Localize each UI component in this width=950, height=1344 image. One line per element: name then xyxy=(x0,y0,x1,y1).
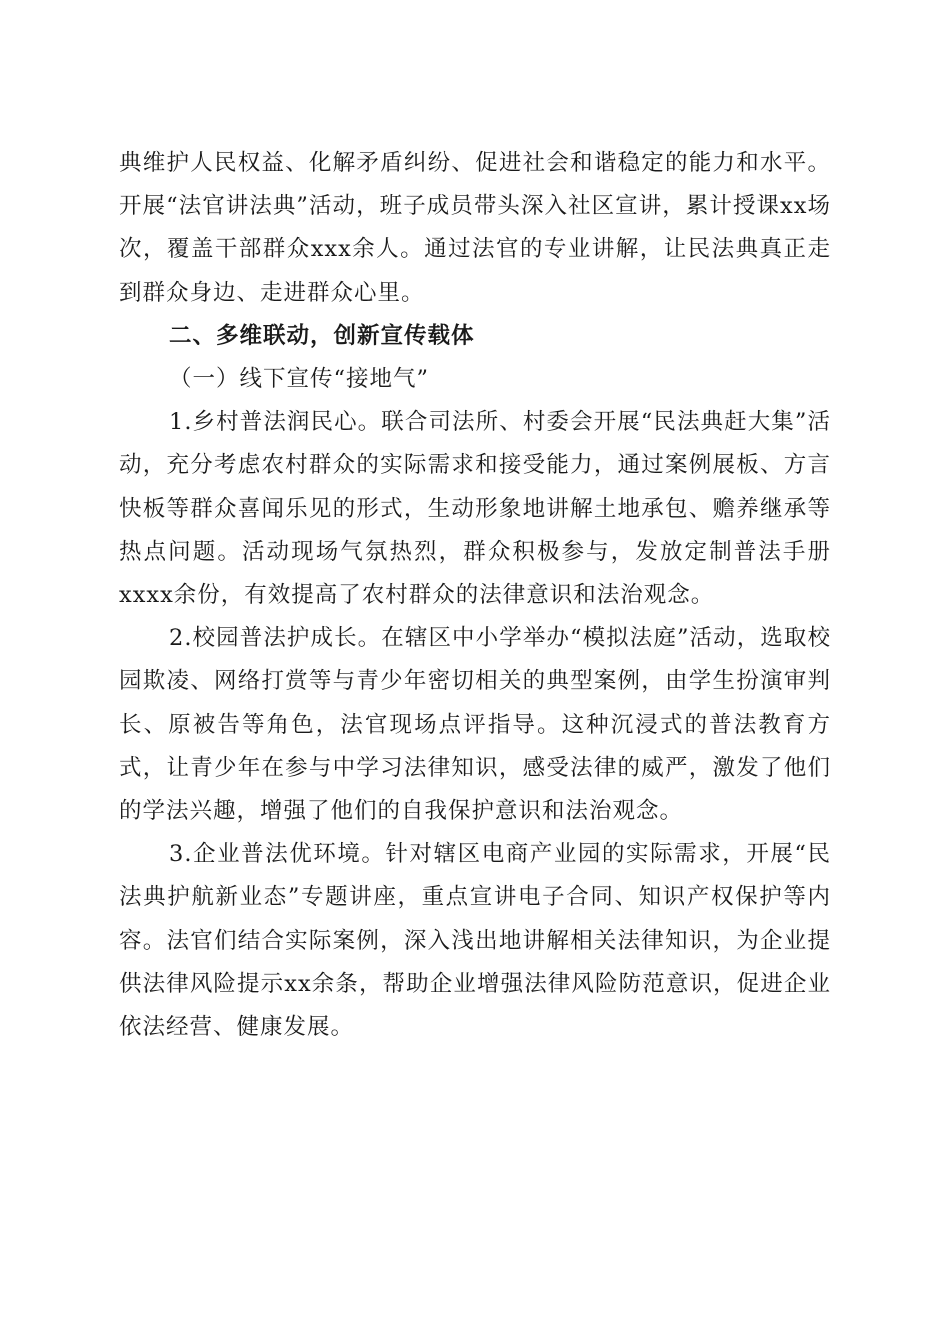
paragraph-continued: 典维护人民权益、化解矛盾纠纷、促进社会和谐稳定的能力和水平。开展“法官讲法典”活动，班子成员带头深入社区宣讲，累计授课xx场次，覆盖干部群众xxx余人。通过法官的专业讲解，让民法典真正走到群众身边、走进群众心里。 xyxy=(119,150,831,306)
subsection-heading: （一）线下宣传“接地气” xyxy=(169,366,430,393)
paragraph-rural-law: 1.乡村普法润民心。联合司法所、村委会开展“民法典赶大集”活动，充分考虑农村群众的实际需求和接受能力，通过案例展板、方言快板等群众喜闻乐见的形式，生动形象地讲解土地承包、赡养继承等热点问题。活动现场气氛热烈，群众积极参与，发放定制普法手册xxxx余份，有效提高了农村群众的法律意识和法治观念。 xyxy=(119,409,831,609)
section-heading: 二、多维联动，创新宣传载体 xyxy=(169,322,475,349)
paragraph-enterprise-law: 3.企业普法优环境。针对辖区电商产业园的实际需求，开展“民法典护航新业态”专题讲座，重点宣讲电子合同、知识产权保护等内容。法官们结合实际案例，深入浅出地讲解相关法律知识，为企业提供法律风险提示xx余条，帮助企业增强法律风险防范意识，促进企业依法经营、健康发展。 xyxy=(119,841,831,1041)
paragraph-campus-law: 2.校园普法护成长。在辖区中小学举办“模拟法庭”活动，选取校园欺凌、网络打赏等与青少年密切相关的典型案例，由学生扮演审判长、原被告等角色，法官现场点评指导。这种沉浸式的普法教育方式，让青少年在参与中学习法律知识，感受法律的威严，激发了他们的学法兴趣，增强了他们的自我保护意识和法治观念。 xyxy=(119,625,831,825)
document-body xyxy=(119,142,831,1049)
